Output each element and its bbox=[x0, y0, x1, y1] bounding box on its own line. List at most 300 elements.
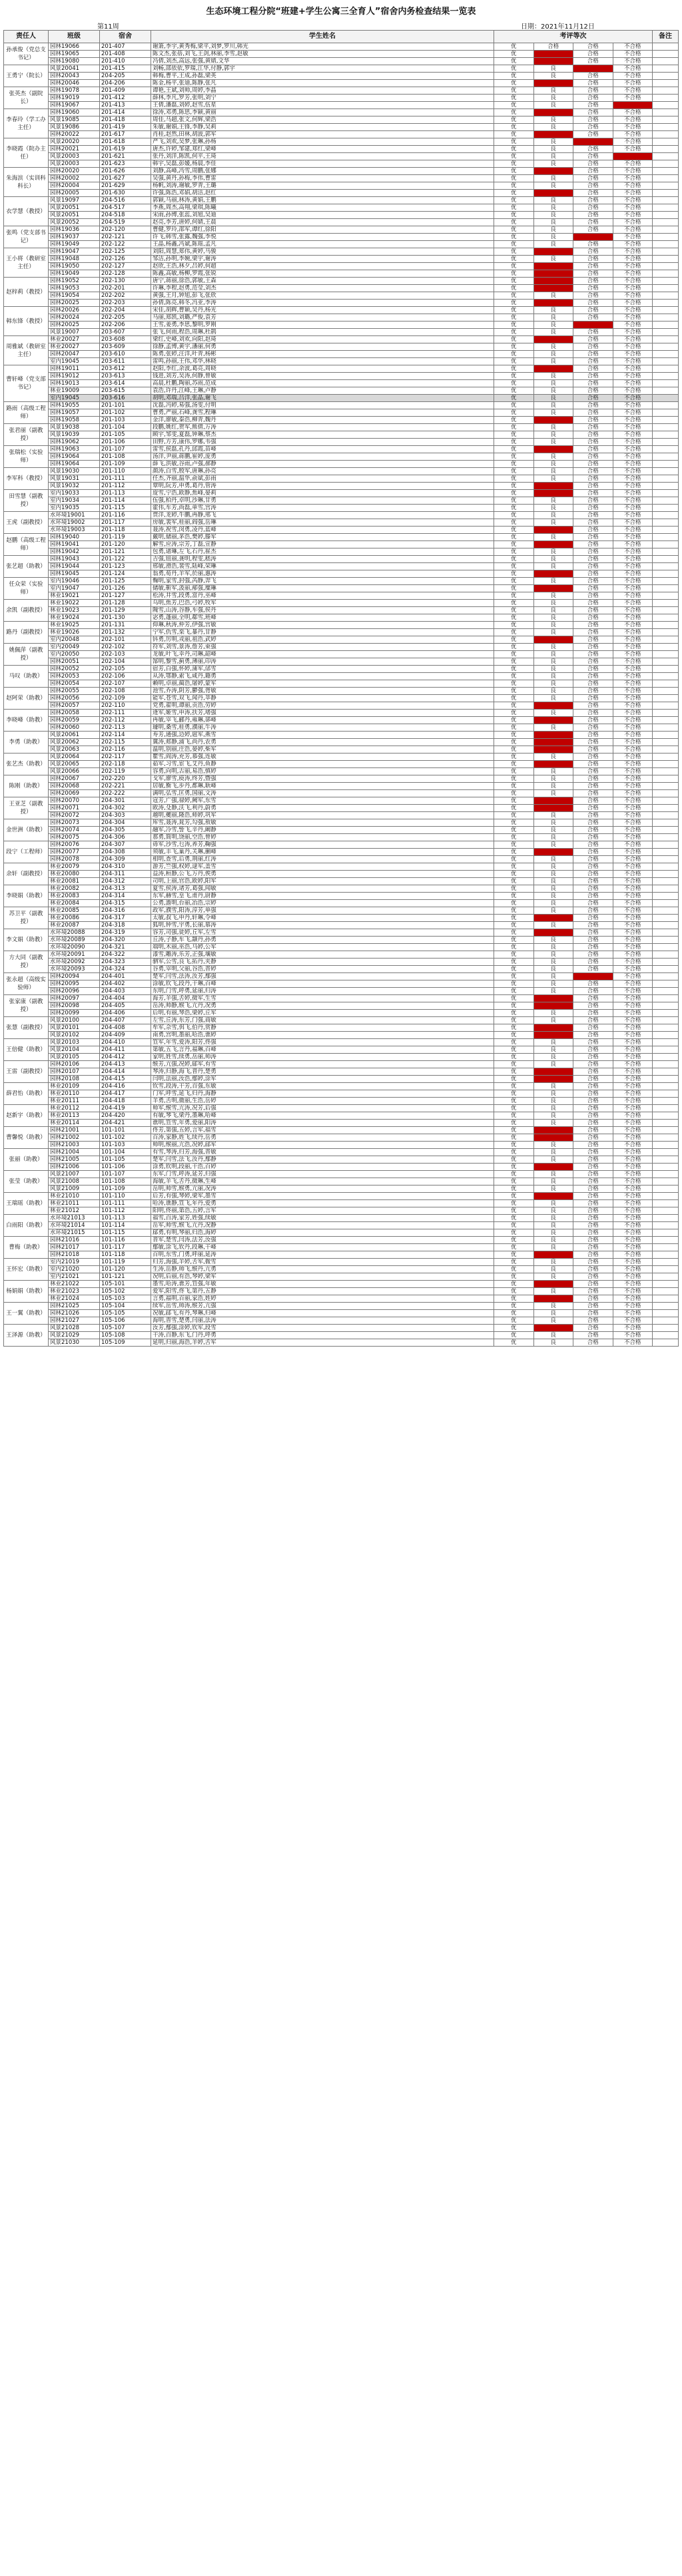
score-cell: 良 bbox=[533, 424, 573, 431]
score-cell: 不合格 bbox=[613, 980, 653, 988]
score-cell bbox=[533, 732, 573, 739]
score-cell: 优 bbox=[494, 168, 534, 175]
table-row bbox=[4, 614, 679, 622]
table-row bbox=[4, 1339, 679, 1347]
score-cell: 不合格 bbox=[613, 878, 653, 885]
class-cell: 园林19013 bbox=[49, 380, 100, 387]
note-cell bbox=[653, 65, 679, 73]
responsible-cell: 李勇（助教） bbox=[4, 732, 49, 753]
room-cell: 201-629 bbox=[100, 182, 151, 190]
inspection-table-wrapper bbox=[3, 30, 679, 1347]
class-cell: 园林20097 bbox=[49, 995, 100, 1002]
table-row bbox=[4, 1310, 679, 1317]
score-cell: 不合格 bbox=[613, 1032, 653, 1039]
score-cell: 合格 bbox=[573, 512, 613, 519]
score-cell: 优 bbox=[494, 548, 534, 556]
class-cell: 水环境20089 bbox=[49, 937, 100, 944]
score-cell: 不合格 bbox=[613, 1112, 653, 1120]
score-cell: 优 bbox=[494, 937, 534, 944]
score-cell: 优 bbox=[494, 256, 534, 263]
score-cell bbox=[533, 1295, 573, 1303]
score-cell: 优 bbox=[494, 556, 534, 563]
score-cell: 合格 bbox=[573, 219, 613, 226]
score-cell: 良 bbox=[533, 1259, 573, 1266]
note-cell bbox=[653, 944, 679, 951]
room-cell: 204-319 bbox=[100, 929, 151, 937]
score-cell: 良 bbox=[533, 453, 573, 461]
members-cell: 霍伟,车芳,尚磊,单雪,宫涛 bbox=[151, 505, 494, 512]
score-cell: 优 bbox=[494, 365, 534, 373]
room-cell: 201-410 bbox=[100, 58, 151, 65]
score-cell: 不合格 bbox=[613, 1061, 653, 1068]
score-cell: 优 bbox=[494, 790, 534, 797]
class-cell: 园林20073 bbox=[49, 819, 100, 827]
score-cell: 合格 bbox=[573, 409, 613, 417]
score-cell: 优 bbox=[494, 600, 534, 607]
score-cell: 合格 bbox=[573, 1039, 613, 1046]
score-cell bbox=[533, 1325, 573, 1332]
score-cell: 合格 bbox=[573, 1200, 613, 1207]
score-cell: 合格 bbox=[573, 58, 613, 65]
score-cell: 优 bbox=[494, 1142, 534, 1149]
class-cell: 林业19024 bbox=[49, 614, 100, 622]
table-row bbox=[4, 58, 679, 65]
room-cell: 101-110 bbox=[100, 1193, 151, 1200]
note-cell bbox=[653, 1281, 679, 1288]
score-cell: 不合格 bbox=[613, 1046, 653, 1054]
score-cell: 优 bbox=[494, 1068, 534, 1076]
score-cell: 良 bbox=[533, 1054, 573, 1061]
table-row bbox=[4, 1222, 679, 1229]
class-cell: 风景21007 bbox=[49, 1171, 100, 1178]
room-cell: 202-108 bbox=[100, 688, 151, 695]
score-cell: 良 bbox=[533, 475, 573, 483]
class-cell: 风景19086 bbox=[49, 124, 100, 131]
score-cell: 良 bbox=[533, 673, 573, 680]
class-cell: 园林19058 bbox=[49, 417, 100, 424]
class-cell: 室内19045 bbox=[49, 358, 100, 365]
class-cell: 园林19065 bbox=[49, 51, 100, 58]
score-cell: 良 bbox=[533, 1310, 573, 1317]
score-cell: 良 bbox=[533, 907, 573, 915]
class-cell: 林业20083 bbox=[49, 893, 100, 900]
class-cell: 林业19025 bbox=[49, 622, 100, 629]
table-row bbox=[4, 1024, 679, 1032]
score-cell: 优 bbox=[494, 739, 534, 746]
table-row bbox=[4, 87, 679, 95]
score-cell: 合格 bbox=[573, 775, 613, 783]
class-cell: 园林19011 bbox=[49, 365, 100, 373]
room-cell: 202-110 bbox=[100, 702, 151, 710]
note-cell bbox=[653, 1142, 679, 1149]
score-cell: 合格 bbox=[573, 746, 613, 753]
score-cell: 良 bbox=[533, 1039, 573, 1046]
note-cell bbox=[653, 461, 679, 468]
table-row bbox=[4, 995, 679, 1002]
score-cell: 不合格 bbox=[613, 959, 653, 966]
room-cell: 201-102 bbox=[100, 409, 151, 417]
score-cell: 优 bbox=[494, 131, 534, 138]
room-cell: 202-119 bbox=[100, 768, 151, 775]
members-cell: 居敏,衡飞,步丹,都琳,耿峰 bbox=[151, 783, 494, 790]
score-cell: 优 bbox=[494, 116, 534, 124]
room-cell: 201-621 bbox=[100, 153, 151, 160]
class-cell: 林业20027 bbox=[49, 336, 100, 343]
note-cell bbox=[653, 644, 679, 651]
score-cell: 不合格 bbox=[613, 256, 653, 263]
members-cell: 南勇,宫明,墨丽,哈浩,谯婷 bbox=[151, 1032, 494, 1039]
responsible-cell: 张瑞松（实验师） bbox=[4, 446, 49, 468]
score-cell: 不合格 bbox=[613, 131, 653, 138]
room-cell: 204-320 bbox=[100, 937, 151, 944]
score-cell: 不合格 bbox=[613, 805, 653, 812]
score-cell: 优 bbox=[494, 483, 534, 490]
score-cell: 不合格 bbox=[613, 212, 653, 219]
class-cell: 水环境21013 bbox=[49, 1215, 100, 1222]
score-cell: 优 bbox=[494, 1325, 534, 1332]
room-cell: 203-615 bbox=[100, 387, 151, 395]
responsible-cell: 王瑞瑶（助教） bbox=[4, 1193, 49, 1215]
note-cell bbox=[653, 1134, 679, 1142]
note-cell bbox=[653, 1332, 679, 1339]
score-cell: 合格 bbox=[573, 1112, 613, 1120]
score-cell: 合格 bbox=[573, 1317, 613, 1325]
score-cell: 不合格 bbox=[613, 241, 653, 248]
score-cell: 良 bbox=[533, 1142, 573, 1149]
room-cell: 201-124 bbox=[100, 570, 151, 578]
score-cell: 不合格 bbox=[613, 1222, 653, 1229]
score-cell: 良 bbox=[533, 519, 573, 527]
score-cell bbox=[533, 1251, 573, 1259]
score-cell: 不合格 bbox=[613, 644, 653, 651]
score-cell: 优 bbox=[494, 1185, 534, 1193]
table-row bbox=[4, 900, 679, 907]
score-cell: 良 bbox=[533, 658, 573, 666]
table-row bbox=[4, 768, 679, 775]
score-cell: 优 bbox=[494, 226, 534, 234]
table-row bbox=[4, 358, 679, 365]
score-cell: 优 bbox=[494, 468, 534, 475]
score-cell: 良 bbox=[533, 505, 573, 512]
table-row bbox=[4, 475, 679, 483]
score-cell: 不合格 bbox=[613, 138, 653, 146]
score-cell: 不合格 bbox=[613, 900, 653, 907]
score-cell: 合格 bbox=[573, 1288, 613, 1295]
note-cell bbox=[653, 1207, 679, 1215]
score-cell: 合格 bbox=[573, 439, 613, 446]
note-cell bbox=[653, 1339, 679, 1347]
members-cell: 孙倩,陈亮,韩冬,冯亚,李涛 bbox=[151, 300, 494, 307]
responsible-cell: 路雨（高级工程师） bbox=[4, 402, 49, 424]
class-cell: 林业20113 bbox=[49, 1112, 100, 1120]
score-cell: 不合格 bbox=[613, 863, 653, 871]
score-cell: 良 bbox=[533, 234, 573, 241]
score-cell: 优 bbox=[494, 951, 534, 959]
class-cell: 风景20003 bbox=[49, 160, 100, 168]
class-cell: 园林20071 bbox=[49, 805, 100, 812]
members-cell: 戴明,储丽,茅浩,樊婷,滕军 bbox=[151, 534, 494, 541]
score-cell: 优 bbox=[494, 51, 534, 58]
responsible-cell: 方大同（副教授） bbox=[4, 951, 49, 973]
score-cell: 合格 bbox=[573, 197, 613, 204]
responsible-cell: 李晓霞（院办主任） bbox=[4, 138, 49, 168]
table-row bbox=[4, 1251, 679, 1259]
score-cell: 良 bbox=[533, 1105, 573, 1112]
members-cell: 郈勇,有明,琴丽,归浩,海婷 bbox=[151, 1229, 494, 1237]
score-cell: 不合格 bbox=[613, 197, 653, 204]
table-row bbox=[4, 585, 679, 592]
room-cell: 204-406 bbox=[100, 1010, 151, 1017]
score-cell: 优 bbox=[494, 1244, 534, 1251]
score-cell: 合格 bbox=[573, 300, 613, 307]
score-cell: 良 bbox=[533, 1098, 573, 1105]
room-cell: 101-121 bbox=[100, 1273, 151, 1281]
score-cell: 合格 bbox=[573, 1207, 613, 1215]
class-cell: 园林20060 bbox=[49, 724, 100, 732]
table-row bbox=[4, 746, 679, 753]
table-row bbox=[4, 827, 679, 834]
score-cell: 良 bbox=[533, 680, 573, 688]
score-cell bbox=[613, 153, 653, 160]
table-row bbox=[4, 834, 679, 841]
score-cell: 不合格 bbox=[613, 270, 653, 278]
score-cell: 不合格 bbox=[613, 431, 653, 439]
members-cell: 佟芳,第强,五婷,言军,福雪 bbox=[151, 1127, 494, 1134]
score-cell: 良 bbox=[533, 439, 573, 446]
score-cell: 合格 bbox=[573, 380, 613, 387]
members-cell: 麴明,家雪,封强,芮静,羿飞 bbox=[151, 578, 494, 585]
score-cell: 合格 bbox=[573, 483, 613, 490]
score-cell: 良 bbox=[533, 1339, 573, 1347]
score-cell: 不合格 bbox=[613, 424, 653, 431]
members-cell: 许飞,韩雪,张露,魏强,李悦 bbox=[151, 234, 494, 241]
score-cell: 优 bbox=[494, 944, 534, 951]
members-cell: 胡明,邓瑞,吕洋,张晶,谢飞 bbox=[151, 395, 494, 402]
score-cell: 不合格 bbox=[613, 548, 653, 556]
score-cell: 不合格 bbox=[613, 1164, 653, 1171]
class-cell: 园林19044 bbox=[49, 563, 100, 570]
room-cell: 201-117 bbox=[100, 519, 151, 527]
members-cell: 曹健,罗玲,邵军,谭红,徐阳 bbox=[151, 226, 494, 234]
score-cell: 不合格 bbox=[613, 417, 653, 424]
members-cell: 田野,方芳,康伟,罗娜,韦强 bbox=[151, 439, 494, 446]
note-cell bbox=[653, 856, 679, 863]
score-cell: 优 bbox=[494, 160, 534, 168]
class-cell: 风景21028 bbox=[49, 1325, 100, 1332]
score-cell: 合格 bbox=[573, 885, 613, 893]
members-cell: 黄强,王月,钟旭,彭飞,张欣 bbox=[151, 292, 494, 300]
note-cell bbox=[653, 285, 679, 292]
members-cell: 越明,夔丽,隆浩,师婷,巩军 bbox=[151, 812, 494, 819]
score-cell: 良 bbox=[533, 1332, 573, 1339]
room-cell: 201-407 bbox=[100, 43, 151, 51]
class-cell: 园林20098 bbox=[49, 1002, 100, 1010]
table-row bbox=[4, 226, 679, 234]
note-cell bbox=[653, 109, 679, 116]
table-row bbox=[4, 241, 679, 248]
note-cell bbox=[653, 951, 679, 959]
score-cell: 合格 bbox=[573, 1046, 613, 1054]
note-cell bbox=[653, 256, 679, 263]
score-cell: 优 bbox=[494, 1083, 534, 1090]
score-cell: 良 bbox=[533, 944, 573, 951]
class-cell: 室内21021 bbox=[49, 1273, 100, 1281]
responsible-cell: 薛君怡（助教） bbox=[4, 1083, 49, 1105]
score-cell: 不合格 bbox=[613, 812, 653, 819]
members-cell: 海敏,羊飞,舌丹,微琳,生峰 bbox=[151, 1178, 494, 1185]
class-cell: 室内20048 bbox=[49, 636, 100, 644]
score-cell: 优 bbox=[494, 834, 534, 841]
table-row bbox=[4, 849, 679, 856]
score-cell: 合格 bbox=[573, 505, 613, 512]
table-row bbox=[4, 863, 679, 871]
score-cell: 良 bbox=[533, 1185, 573, 1193]
members-cell: 瞿雪,阎涛,充芳,慕强,连敏 bbox=[151, 753, 494, 761]
members-cell: 续军,岳雪,帅涛,缑芳,亢强 bbox=[151, 1303, 494, 1310]
room-cell: 201-103 bbox=[100, 417, 151, 424]
table-row bbox=[4, 1259, 679, 1266]
members-cell: 毋军,沙雪,乜涛,养芳,鞠强 bbox=[151, 841, 494, 849]
score-cell bbox=[533, 1134, 573, 1142]
score-cell: 良 bbox=[533, 710, 573, 717]
score-cell: 良 bbox=[533, 197, 573, 204]
score-cell: 不合格 bbox=[613, 351, 653, 358]
score-cell: 不合格 bbox=[613, 1039, 653, 1046]
score-cell bbox=[533, 1127, 573, 1134]
score-cell: 合格 bbox=[573, 1105, 613, 1112]
room-cell: 201-122 bbox=[100, 556, 151, 563]
room-cell: 201-118 bbox=[100, 527, 151, 534]
score-cell: 优 bbox=[494, 387, 534, 395]
score-cell: 不合格 bbox=[613, 395, 653, 402]
note-cell bbox=[653, 607, 679, 614]
score-cell: 合格 bbox=[573, 102, 613, 109]
members-cell: 池雪,乔涛,阴芳,鬱强,胥敏 bbox=[151, 688, 494, 695]
score-cell: 合格 bbox=[573, 600, 613, 607]
score-cell: 合格 bbox=[573, 95, 613, 102]
members-cell: 严飞,刘欢,吴梦,张琳,孙杨 bbox=[151, 138, 494, 146]
score-cell: 合格 bbox=[573, 343, 613, 351]
class-cell: 园林19057 bbox=[49, 409, 100, 417]
class-cell: 风景19007 bbox=[49, 329, 100, 336]
responsible-cell: 张鸣（党支部书记） bbox=[4, 226, 49, 248]
week-label: 第11周 bbox=[97, 23, 119, 31]
score-cell: 不合格 bbox=[613, 578, 653, 585]
class-cell: 林业21012 bbox=[49, 1207, 100, 1215]
table-row bbox=[4, 1171, 679, 1178]
score-cell: 合格 bbox=[573, 534, 613, 541]
score-cell: 不合格 bbox=[613, 585, 653, 592]
members-cell: 有雪,琴涛,归芳,海强,晋敏 bbox=[151, 1149, 494, 1156]
table-row bbox=[4, 607, 679, 614]
score-cell: 不合格 bbox=[613, 717, 653, 724]
score-cell: 不合格 bbox=[613, 453, 653, 461]
score-cell: 优 bbox=[494, 768, 534, 775]
room-cell: 204-323 bbox=[100, 959, 151, 966]
responsible-cell: 张君丽（副教授） bbox=[4, 424, 49, 446]
class-cell: 园林20072 bbox=[49, 812, 100, 819]
score-cell: 不合格 bbox=[613, 1024, 653, 1032]
score-cell: 良 bbox=[533, 175, 573, 182]
room-cell: 201-127 bbox=[100, 592, 151, 600]
class-cell: 园林19055 bbox=[49, 402, 100, 409]
room-cell: 202-120 bbox=[100, 226, 151, 234]
members-cell: 温明,别丽,庄浩,晏婷,柴军 bbox=[151, 746, 494, 753]
table-row bbox=[4, 739, 679, 746]
score-cell: 不合格 bbox=[613, 929, 653, 937]
members-cell: 谯明,笪雪,年勇,爱丽,阳涛 bbox=[151, 1120, 494, 1127]
table-row bbox=[4, 373, 679, 380]
room-cell: 202-107 bbox=[100, 680, 151, 688]
score-cell: 良 bbox=[533, 1317, 573, 1325]
members-cell: 肖桂,赵然,田林,胡波,郭军 bbox=[151, 131, 494, 138]
table-row bbox=[4, 1295, 679, 1303]
score-cell: 优 bbox=[494, 153, 534, 160]
responsible-cell: 赵鹏（高级工程师） bbox=[4, 534, 49, 556]
note-cell bbox=[653, 80, 679, 87]
score-cell bbox=[533, 739, 573, 746]
score-cell: 优 bbox=[494, 1251, 534, 1259]
score-cell: 优 bbox=[494, 746, 534, 753]
score-cell: 合格 bbox=[573, 1281, 613, 1288]
room-cell: 201-413 bbox=[100, 102, 151, 109]
score-cell: 不合格 bbox=[613, 951, 653, 959]
class-cell: 园林19053 bbox=[49, 285, 100, 292]
class-cell: 水环境20093 bbox=[49, 966, 100, 973]
class-cell: 水环境19002 bbox=[49, 519, 100, 527]
score-cell: 良 bbox=[533, 146, 573, 153]
score-cell bbox=[533, 168, 573, 175]
class-cell: 水环境20092 bbox=[49, 959, 100, 966]
score-cell: 不合格 bbox=[613, 761, 653, 768]
score-cell bbox=[533, 1002, 573, 1010]
table-row bbox=[4, 885, 679, 893]
room-cell: 101-101 bbox=[100, 1127, 151, 1134]
score-cell: 不合格 bbox=[613, 519, 653, 527]
score-cell: 优 bbox=[494, 138, 534, 146]
score-cell: 良 bbox=[533, 95, 573, 102]
score-cell: 不合格 bbox=[613, 1259, 653, 1266]
score-cell: 合格 bbox=[573, 153, 613, 160]
members-cell: 东军,赫雪,皇飞,甫丹,尉静 bbox=[151, 893, 494, 900]
class-cell: 园林19037 bbox=[49, 234, 100, 241]
responsible-cell: 曹轩峰（党支部书记） bbox=[4, 365, 49, 402]
members-cell: 况敏,郈飞,有丹,琴琳,归峰 bbox=[151, 1310, 494, 1317]
table-row bbox=[4, 644, 679, 651]
score-cell: 优 bbox=[494, 1032, 534, 1039]
members-cell: 赵亮,李芳,唐婷,何婧,王晨 bbox=[151, 219, 494, 226]
score-cell: 良 bbox=[533, 1061, 573, 1068]
table-row bbox=[4, 600, 679, 607]
responsible-cell: 段宁（工程师） bbox=[4, 841, 49, 863]
members-cell: 梁红,史峰,刘欢,向阳,赵琦 bbox=[151, 336, 494, 343]
score-cell: 合格 bbox=[573, 519, 613, 527]
score-cell: 合格 bbox=[573, 182, 613, 190]
note-cell bbox=[653, 761, 679, 768]
note-cell bbox=[653, 490, 679, 497]
score-cell bbox=[533, 717, 573, 724]
table-row bbox=[4, 1273, 679, 1281]
class-cell: 林业20086 bbox=[49, 915, 100, 922]
class-cell: 林业19023 bbox=[49, 607, 100, 614]
class-cell: 林业20111 bbox=[49, 1098, 100, 1105]
members-cell: 陈鑫,高敏,杨柳,罗霞,张锐 bbox=[151, 270, 494, 278]
score-cell: 合格 bbox=[573, 1083, 613, 1090]
score-cell: 优 bbox=[494, 307, 534, 314]
note-cell bbox=[653, 1054, 679, 1061]
members-cell: 容芳,司强,徒婷,丘军,左雪 bbox=[151, 929, 494, 937]
score-cell: 优 bbox=[494, 1156, 534, 1164]
